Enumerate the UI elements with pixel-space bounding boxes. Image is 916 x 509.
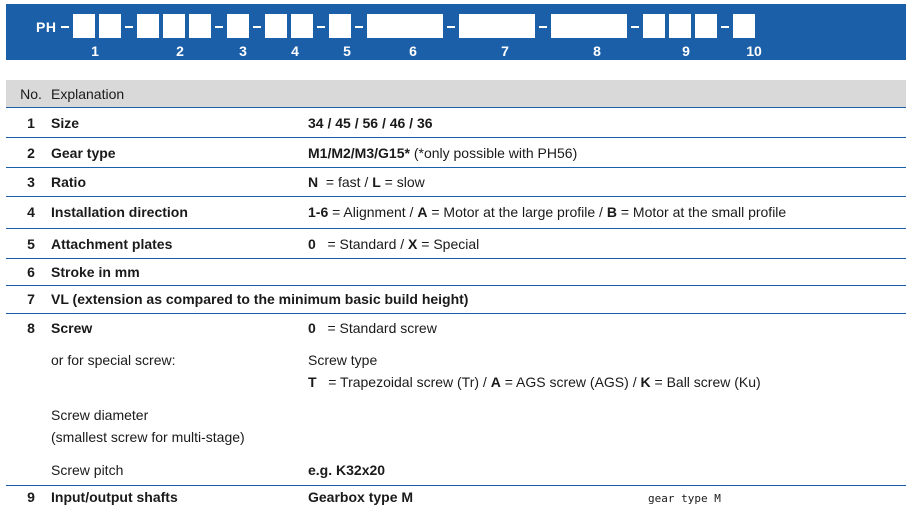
text: = Standard screw bbox=[315, 320, 437, 336]
code: 0 bbox=[308, 320, 316, 336]
code-dash bbox=[125, 26, 133, 28]
screw-diameter-label: Screw diameter bbox=[51, 407, 149, 423]
row-value bbox=[308, 319, 437, 337]
code-field-9-box-b bbox=[669, 14, 691, 38]
code-dash bbox=[721, 26, 729, 28]
table-row bbox=[6, 108, 906, 138]
row-label: Installation direction bbox=[51, 204, 188, 220]
text: = Motor at the small profile bbox=[616, 204, 787, 220]
row-label: Ratio bbox=[51, 174, 86, 190]
code: K bbox=[640, 374, 651, 390]
row-number: 7 bbox=[27, 291, 35, 307]
row-value bbox=[308, 203, 786, 221]
code-dash bbox=[317, 26, 325, 28]
gear-type-annotation: gear type M bbox=[648, 492, 721, 505]
row-value bbox=[308, 173, 425, 191]
code-field-2-box-c bbox=[189, 14, 211, 38]
code-field-6-box bbox=[367, 14, 443, 38]
text: = slow bbox=[380, 174, 425, 190]
code-l: L bbox=[372, 174, 381, 190]
table-row bbox=[6, 138, 906, 168]
special-screw-label: or for special screw: bbox=[51, 352, 176, 368]
code-field-number-4: 4 bbox=[291, 43, 299, 59]
code-field-number-2: 2 bbox=[176, 43, 184, 59]
row-value: 34 / 45 / 56 / 46 / 36 bbox=[308, 115, 433, 131]
code-field-1-box-b bbox=[99, 14, 121, 38]
row-label: Size bbox=[51, 115, 80, 131]
row-label: Input/output shafts bbox=[51, 489, 178, 505]
table-header-row bbox=[6, 80, 906, 108]
row-number: 2 bbox=[27, 145, 35, 161]
code-field-number-3: 3 bbox=[239, 43, 247, 59]
code-field-4-box-b bbox=[291, 14, 313, 38]
table-row bbox=[6, 197, 906, 229]
code-field-2-box-a bbox=[137, 14, 159, 38]
row-number: 1 bbox=[27, 115, 35, 131]
code-field-number-10: 10 bbox=[746, 43, 762, 59]
type-code-bar bbox=[6, 4, 906, 60]
table-row bbox=[6, 259, 906, 286]
code-field-number-1: 1 bbox=[91, 43, 99, 59]
code-field-5-box bbox=[329, 14, 351, 38]
screw-diameter-note: (smallest screw for multi-stage) bbox=[51, 429, 245, 445]
row-value: Gearbox type M bbox=[308, 489, 414, 505]
code-field-8-box bbox=[551, 14, 627, 38]
screw-type-value bbox=[308, 373, 761, 391]
code-dash bbox=[539, 26, 547, 28]
code: A bbox=[490, 374, 501, 390]
text: = Ball screw (Ku) bbox=[650, 374, 761, 390]
row-value bbox=[308, 144, 577, 162]
screw-pitch-label: Screw pitch bbox=[51, 462, 124, 478]
code: T bbox=[308, 374, 317, 390]
code-dash bbox=[215, 26, 223, 28]
code-dash bbox=[447, 26, 455, 28]
code-dash bbox=[355, 26, 363, 28]
row-label: Stroke in mm bbox=[51, 264, 140, 280]
header-explanation: Explanation bbox=[51, 86, 125, 102]
code-field-9-box-c bbox=[695, 14, 717, 38]
code-n: N bbox=[308, 174, 319, 190]
code-prefix: PH bbox=[36, 19, 57, 35]
code-field-4-box-a bbox=[265, 14, 287, 38]
row-label: VL (extension as compared to the minimum basic build height) bbox=[51, 291, 469, 307]
header-no: No. bbox=[20, 86, 42, 102]
table-row bbox=[6, 286, 906, 314]
text: = fast / bbox=[318, 174, 373, 190]
table-row-screw bbox=[6, 314, 906, 486]
code-dash bbox=[61, 26, 69, 28]
code-field-number-7: 7 bbox=[501, 43, 509, 59]
code-field-2-box-b bbox=[163, 14, 185, 38]
code-field-1-box-a bbox=[73, 14, 95, 38]
code-dash bbox=[253, 26, 261, 28]
gear-type-note: (*only possible with PH56) bbox=[409, 145, 578, 161]
text: = Alignment / bbox=[328, 204, 418, 220]
code-dash bbox=[631, 26, 639, 28]
row-number: 5 bbox=[27, 236, 35, 252]
code-field-number-6: 6 bbox=[409, 43, 417, 59]
table-row bbox=[6, 486, 906, 508]
code: 1-6 bbox=[308, 204, 329, 220]
code-field-number-5: 5 bbox=[343, 43, 351, 59]
text: = Standard / bbox=[315, 236, 409, 252]
table-row bbox=[6, 168, 906, 197]
text: = Trapezoidal screw (Tr) / bbox=[316, 374, 491, 390]
row-number: 8 bbox=[27, 320, 35, 336]
screw-type-label: Screw type bbox=[308, 352, 378, 368]
screw-pitch-value: e.g. K32x20 bbox=[308, 462, 386, 478]
text: = AGS screw (AGS) / bbox=[500, 374, 641, 390]
row-number: 3 bbox=[27, 174, 35, 190]
gear-type-codes: M1/M2/M3/G15* bbox=[308, 145, 410, 161]
code-field-3-box bbox=[227, 14, 249, 38]
text: = Special bbox=[417, 236, 480, 252]
row-number: 6 bbox=[27, 264, 35, 280]
row-label: Screw bbox=[51, 320, 93, 336]
code: A bbox=[417, 204, 428, 220]
row-label: Attachment plates bbox=[51, 236, 173, 252]
row-value bbox=[308, 235, 479, 253]
code-field-7-box bbox=[459, 14, 535, 38]
row-number: 9 bbox=[27, 489, 35, 505]
code: B bbox=[606, 204, 617, 220]
code-field-9-box-a bbox=[643, 14, 665, 38]
code-field-10-box bbox=[733, 14, 755, 38]
text: = Motor at the large profile / bbox=[427, 204, 607, 220]
code-field-number-8: 8 bbox=[593, 43, 601, 59]
code: 0 bbox=[308, 236, 316, 252]
code: X bbox=[408, 236, 418, 252]
table-row bbox=[6, 229, 906, 259]
row-number: 4 bbox=[27, 204, 35, 220]
code-field-number-9: 9 bbox=[682, 43, 690, 59]
row-label: Gear type bbox=[51, 145, 116, 161]
